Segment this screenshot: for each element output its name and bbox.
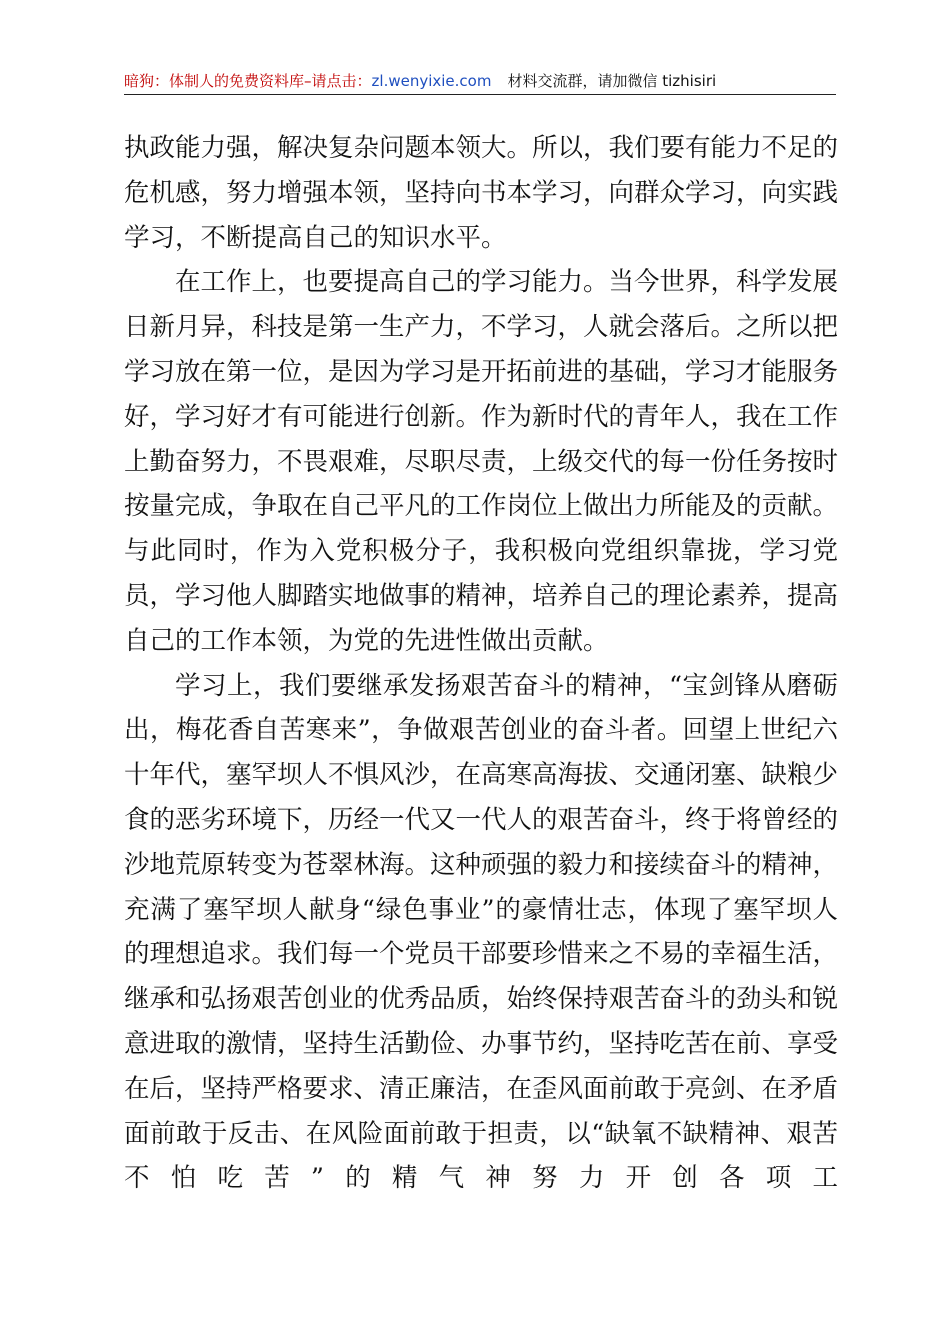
page-header (124, 70, 836, 92)
header-link-prefix: –请点击： (304, 72, 372, 90)
document-body (124, 126, 838, 1201)
header-link[interactable]: zl.wenyixie.com (371, 72, 492, 90)
paragraph-1: 执政能力强，解决复杂问题本领大。所以，我们要有能力不足的危机感，努力增强本领，坚持向书本学习，向群众学习，向实践学习，不断提高自己的知识水平。 (124, 133, 839, 253)
paragraph-2: 在工作上，也要提高自己的学习能力。当今世界，科学发展日新月异，科技是第一生产力，不学习，人就会落后。之所以把学习放在第一位，是因为学习是开拓前进的基础，学习才能服务好，学习好才有可能进行创新。作为新时代的青年人，我在工作上勤奋努力，不畏艰难，尽职尽责，上级交代的每一份任务按时按量完成，争取在自己平凡的工作岗位上做出力所能及的贡献。与此同时，作为入党积极分子，我积极向党组织靠拢，学习党员，学习他人脚踏实地做事的精神，培养自己的理论素养，提高自己的工作本领，为党的先进性做出贡献。 (124, 267, 839, 656)
header-divider (124, 94, 836, 95)
header-brand: 暗狗：体制人的免费资料库 (124, 72, 305, 90)
header-contact: 材料交流群，请加微信 tizhisiri (507, 72, 717, 90)
paragraph-3: 学习上，我们要继承发扬艰苦奋斗的精神，“宝剑锋从磨砺出，梅花香自苦寒来”，争做艰苦创业的奋斗者。回望上世纪六十年代，塞罕坝人不惧风沙，在高寒高海拔、交通闭塞、缺粮少食的恶劣环境下，历经一代又一代人的艰苦奋斗，终于将曾经的沙地荒原转变为苍翠林海。这种顽强的毅力和接续奋斗的精神，充满了塞罕坝人献身“绿色事业”的豪情壮志，体现了塞罕坝人的理想追求。我们每一个党员干部要珍惜来之不易的幸福生活，继承和弘扬艰苦创业的优秀品质，始终保持艰苦奋斗的劲头和锐意进取的激情，坚持生活勤俭、办事节约，坚持吃苦在前、享受在后，坚持严格要求、清正廉洁，在歪风面前敢于亮剑、在矛盾面前敢于反击、在风险面前敢于担责，以“缺氧不缺精神、艰苦不怕吃苦”的精气神努力开创各项工 (124, 670, 839, 1194)
